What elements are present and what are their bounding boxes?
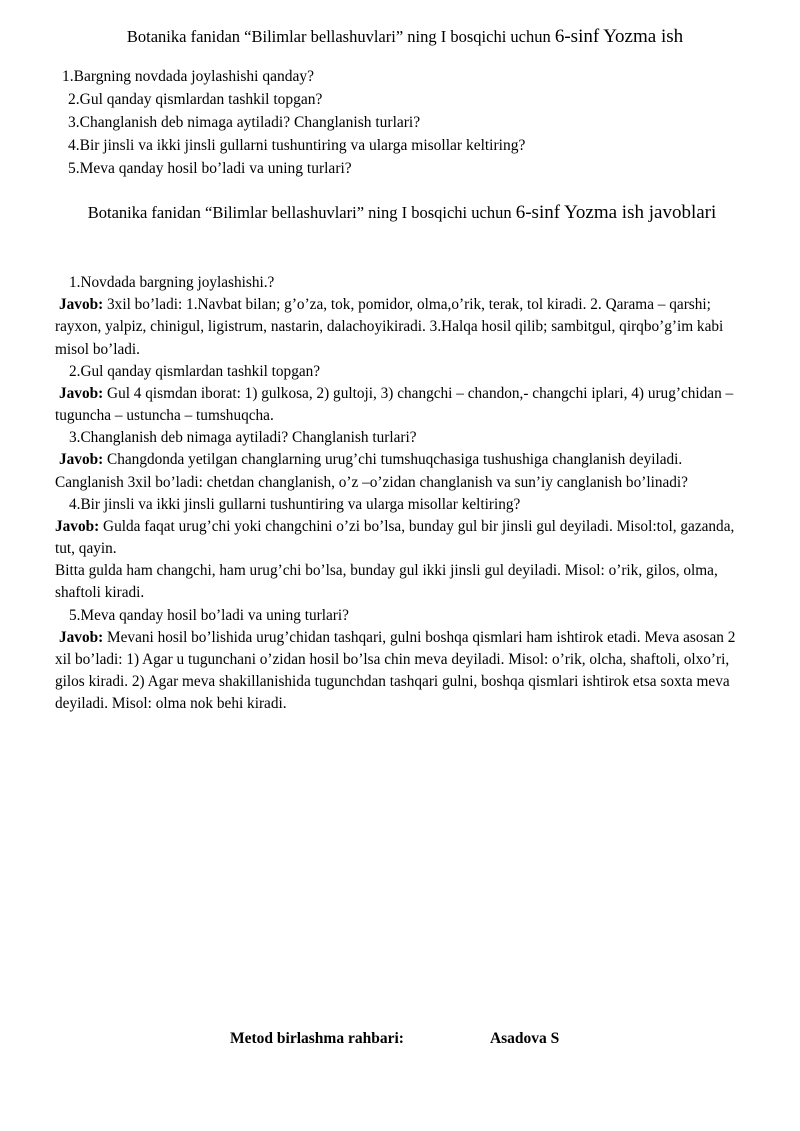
question-list [55,66,745,181]
answer-body [55,627,737,716]
question-item: 3.Changlanish deb nimaga aytiladi? Changlanish turlari? [68,113,421,131]
answer-text: Mevani hosil bo’lishida urug’chidan tashqari, gulni boshqa qismlari ham ishtirok etadi. Meva asosan 2 xil bo’ladi: 1) Agar u tugunchani o’zidan hosil bo’lsa chin meva deyiladi. Misol: o’rik, olcha, shaftoli, olxo’ri, gilos kiradi. 2) Agar meva shakillanishida tugunchdan tashqari gulni, boshqa qismlari ishtirok etsa soxta meva deyiladi. Misol: olma nok behi kiradi. [55,628,736,713]
answer-question: 3.Changlanish deb nimaga aytiladi? Changlanish turlari? [69,429,417,447]
answer-label: Javob: [59,628,104,646]
question-item: 4.Bir jinsli va ikki jinsli gullarni tushuntiring va ularga misollar keltiring? [68,136,526,154]
answer-body [55,383,737,427]
answer-label: Javob: [59,296,104,314]
answer-text: Changdonda yetilgan changlarning urug’chi tumshuqchasiga tushushiga changlanish deyiladi. Canglanish 3xil bo’ladi: chetdan changlanish, o’z –o’zidan changlanish va sun’iy canglanish bo’linadi? [55,451,688,491]
answers-title [62,199,742,227]
signature-name: Asadova S [489,1030,560,1047]
answer-body [55,294,737,361]
answer-text: Gulda faqat urug’chi yoki changchini o’zi bo’lsa, bunday gul bir jinsli gul deyiladi. Misol:tol, gazanda, tut, qayin. [55,517,735,558]
answer-label: Javob: [59,384,104,402]
answer-body-extra: Bitta gulda ham changchi, ham urug’chi bo’lsa, bunday gul ikki jinsli gul deyiladi. Misol: o’rik, gilos, olma, shaftoli kiradi. [55,562,718,602]
answer-question: 4.Bir jinsli va ikki jinsli gullarni tushuntiring va ularga misollar keltiring? [69,495,521,513]
answer-text: 3xil bo’ladi: 1.Navbat bilan; g’o’za, tok, pomidor, olma,o’rik, terak, tol kiradi. 2. Qarama – qarshi; rayxon, yalpiz, chinigul, ligistrum, nastarin, dalachoyikiradi. 3.Halqa hosil qilib; sambitgul, qirqbo’g’im kabi misol bo’ladi. [55,296,724,358]
answer-body [55,449,737,493]
answers-title-emphasis: 6-sinf Yozma ish javoblari [515,202,717,223]
answer-question: 2.Gul qanday qismlardan tashkil topgan? [69,362,321,380]
question-item: 5.Meva qanday hosil bo’ladi va uning turlari? [68,159,352,177]
answer-label: Javob: [55,517,100,535]
document-title-normal: Botanika fanidan “Bilimlar bellashuvlari” ning I bosqichi uchun [126,27,555,46]
answers-title-normal: Botanika fanidan “Bilimlar bellashuvlari” ning I bosqichi uchun [87,203,516,222]
answer-body [55,516,737,560]
signature-line [230,1030,559,1048]
answer-list [55,272,737,715]
question-item: 1.Bargning novdada joylashishi qanday? [62,68,314,85]
answer-label: Javob: [59,451,104,469]
answer-question: 5.Meva qanday hosil bo’ladi va uning turlari? [69,606,349,624]
question-item: 2.Gul qanday qismlardan tashkil topgan? [68,90,323,108]
signature-role: Metod birlashma rahbari: [230,1030,404,1047]
document-title [60,25,750,49]
answer-text: Gul 4 qismdan iborat: 1) gulkosa, 2) gultoji, 3) changchi – chandon,- changchi iplari, 4) urug’chidan –tuguncha – ustuncha – tumshuqcha. [55,384,734,425]
answer-question: 1.Novdada bargning joylashishi.? [69,274,275,291]
document-title-emphasis: 6-sinf Yozma ish [554,26,684,47]
